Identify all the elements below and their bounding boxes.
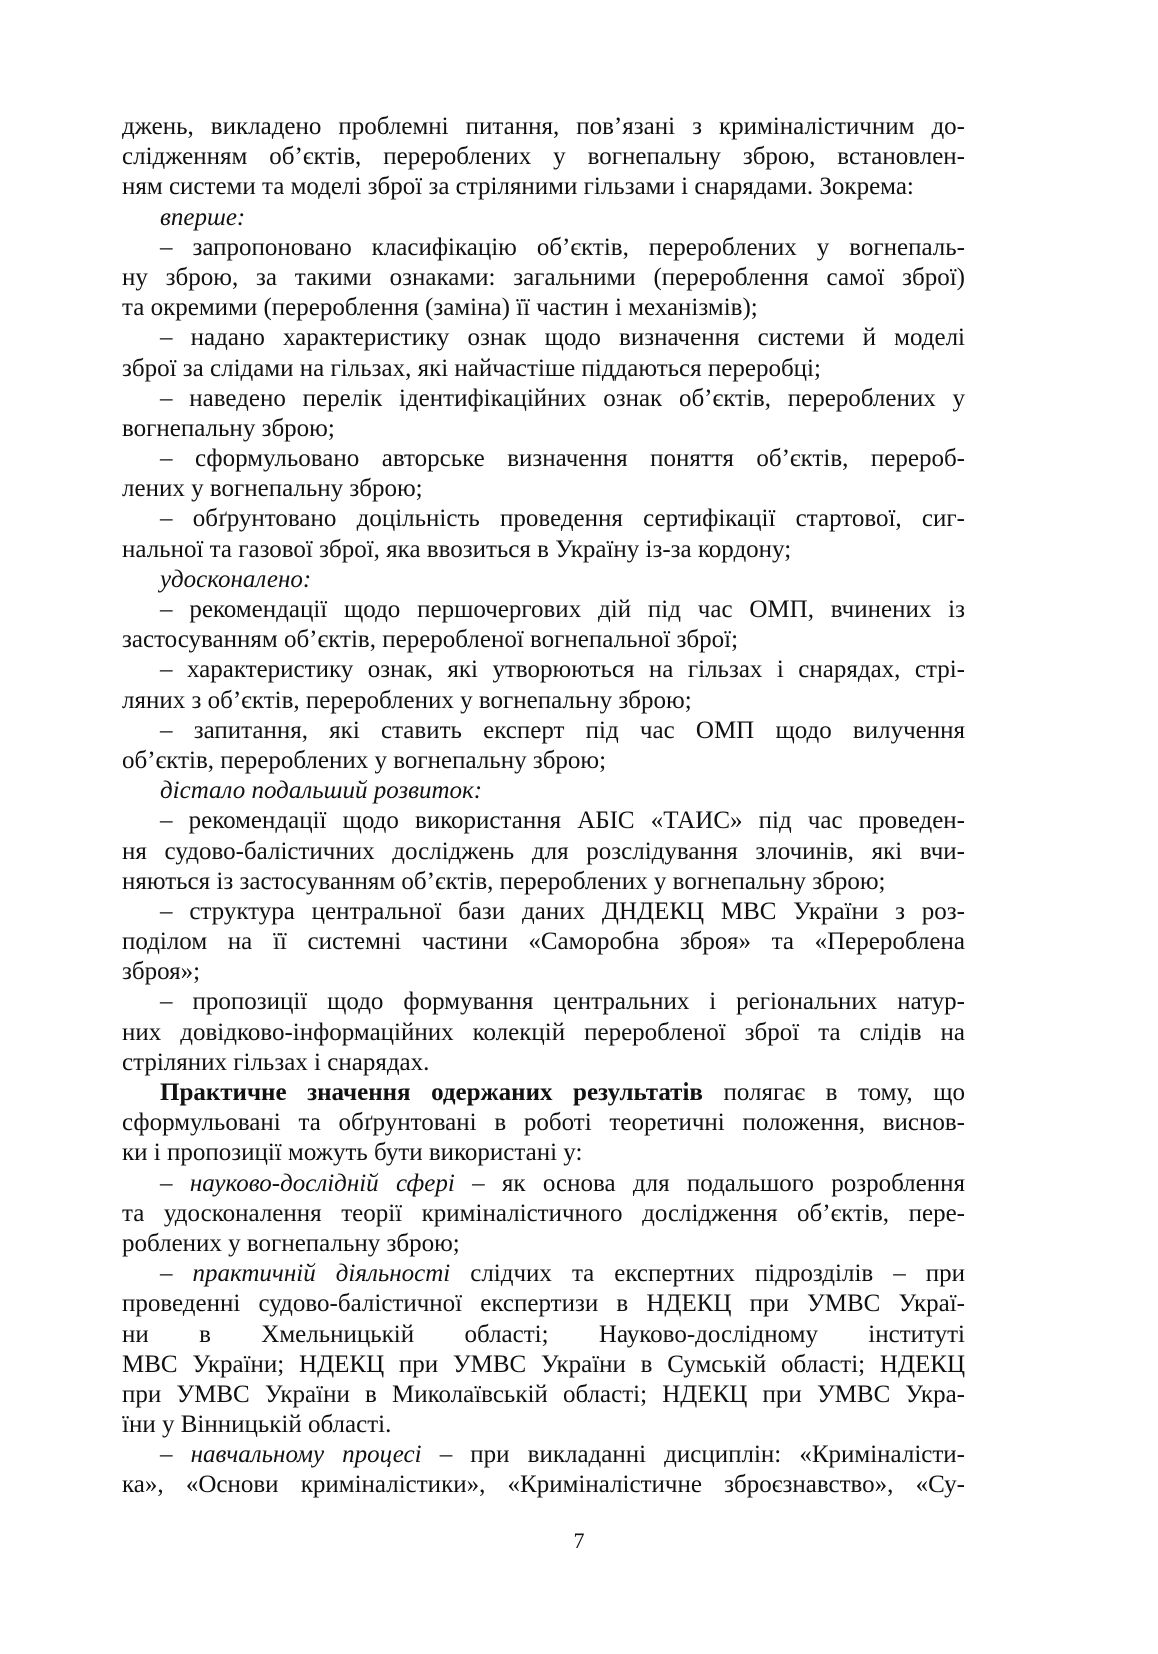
text-line: ня судово-балістичних досліджень для розслідування злочинів, які вчи-	[122, 837, 965, 865]
text-line: при УМВС України в Миколаївській області; НДЕКЦ при УМВС Укра-	[122, 1380, 965, 1408]
text-line: ки і пропозиції можуть бути використані у:	[122, 1139, 583, 1167]
text-line: зброя»;	[122, 958, 201, 986]
text-line: роблених у вогнепальну зброю;	[122, 1229, 460, 1257]
text-line: стріляних гільзах і снарядах.	[122, 1048, 430, 1076]
text-line: проведенні судово-балістичної експертизи в НДЕКЦ при УМВС Украї-	[122, 1290, 965, 1318]
text-line: об’єктів, перероблених у вогнепальну зброю;	[122, 746, 607, 774]
section-subheading: удосконалено:	[160, 565, 312, 593]
science-term: – науково-дослідній сфері	[160, 1169, 455, 1197]
text-line: та удосконалення теорії криміналістичного дослідження об’єктів, пере-	[122, 1199, 965, 1227]
text-line: джень, викладено проблемні питання, пов’язані з криміналістичним до-	[122, 113, 965, 140]
text-line: – характеристику ознак, які утворюються на гільзах і снарядах, стрі-	[160, 656, 965, 684]
text-line: – сформульовано авторське визначення поняття об’єктів, перероб-	[160, 445, 965, 473]
text-line: вогнепальну зброю;	[122, 414, 335, 442]
text: – при викладанні дисциплін: «Криміналісти-	[421, 1441, 966, 1469]
page-number: 7	[573, 1528, 585, 1553]
practical-heading: Практичне значення одержаних результатів	[160, 1079, 703, 1106]
document-page-body	[122, 112, 965, 1501]
text-line: ням системи та моделі зброї за стріляними гільзами і снарядами. Зокрема:	[122, 173, 914, 201]
science-line	[122, 1169, 965, 1199]
text: – як основа для подальшого розроблення	[454, 1169, 965, 1197]
text-line: поділом на її системні частини «Саморобна зброя» та «Перероблена	[122, 928, 965, 956]
text-line: нальної та газової зброї, яка ввозиться в Україну із-за кордону;	[122, 535, 792, 563]
text-line: – запитання, які ставить експерт під час ОМП щодо вилучення	[160, 716, 965, 744]
text-line: ка», «Основи криміналістики», «Криміналістичне зброєзнавство», «Су-	[122, 1471, 965, 1499]
text-line: зброї за слідами на гільзах, які найчастіше піддаються переробці;	[122, 354, 821, 382]
text: слідчих та експертних підрозділів – при	[450, 1260, 965, 1288]
education-line	[122, 1440, 965, 1470]
text-line: МВС України; НДЕКЦ при УМВС України в Сумській області; НДЕКЦ	[122, 1350, 965, 1378]
text-line: – рекомендації щодо використання АБІС «ТАИС» під час проведен-	[160, 807, 965, 835]
section-subheading: вперше:	[160, 203, 246, 231]
text-line: – запропоновано класифікацію об’єктів, перероблених у вогнепаль-	[160, 233, 965, 261]
section-subheading: дістало подальший розвиток:	[160, 777, 483, 805]
text-line: – наведено перелік ідентифікаційних ознак об’єктів, перероблених у	[160, 384, 965, 412]
text-line: – обґрунтовано доцільність проведення сертифікації стартової, сиг-	[160, 505, 965, 533]
text-line: – рекомендації щодо першочергових дій під час ОМП, вчинених із	[160, 596, 965, 623]
text-line: – пропозиції щодо формування центральних і регіональних натур-	[160, 988, 965, 1016]
practice-line	[122, 1259, 965, 1289]
text-line: – надано характеристику ознак щодо визначення системи й моделі	[160, 324, 965, 352]
text-line: сформульовані та обґрунтовані в роботі теоретичні положення, виснов-	[122, 1109, 965, 1137]
text-line: застосуванням об’єктів, переробленої вогнепальної зброї;	[122, 626, 739, 654]
text-line: їни у Вінницькій області.	[122, 1411, 392, 1439]
text-line: ляних з об’єктів, перероблених у вогнепальну зброю;	[122, 686, 692, 714]
text-line: та окремими (перероблення (заміна) її частин і механізмів);	[122, 294, 758, 322]
practical-heading-line	[122, 1078, 965, 1108]
text: полягає в тому, що	[702, 1079, 965, 1106]
education-term: – навчальному процесі	[160, 1441, 422, 1469]
body-lines	[122, 112, 965, 1078]
text-line: ну зброю, за такими ознаками: загальними (перероблення самої зброї)	[122, 263, 965, 291]
text-line: слідженням об’єктів, перероблених у вогнепальну зброю, встановлен-	[122, 143, 965, 171]
text-line: ни в Хмельницькій області; Науково-дослідному інституті	[122, 1320, 965, 1348]
text-line: – структура центральної бази даних ДНДЕКЦ МВС України з роз-	[160, 897, 965, 925]
text-line: лених у вогнепальну зброю;	[122, 475, 423, 503]
practice-term: – практичній діяльності	[160, 1260, 451, 1288]
text-line: няються із застосуванням об’єктів, перероблених у вогнепальну зброю;	[122, 867, 886, 895]
text-line: них довідково-інформаційних колекцій переробленої зброї та слідів на	[122, 1018, 965, 1046]
